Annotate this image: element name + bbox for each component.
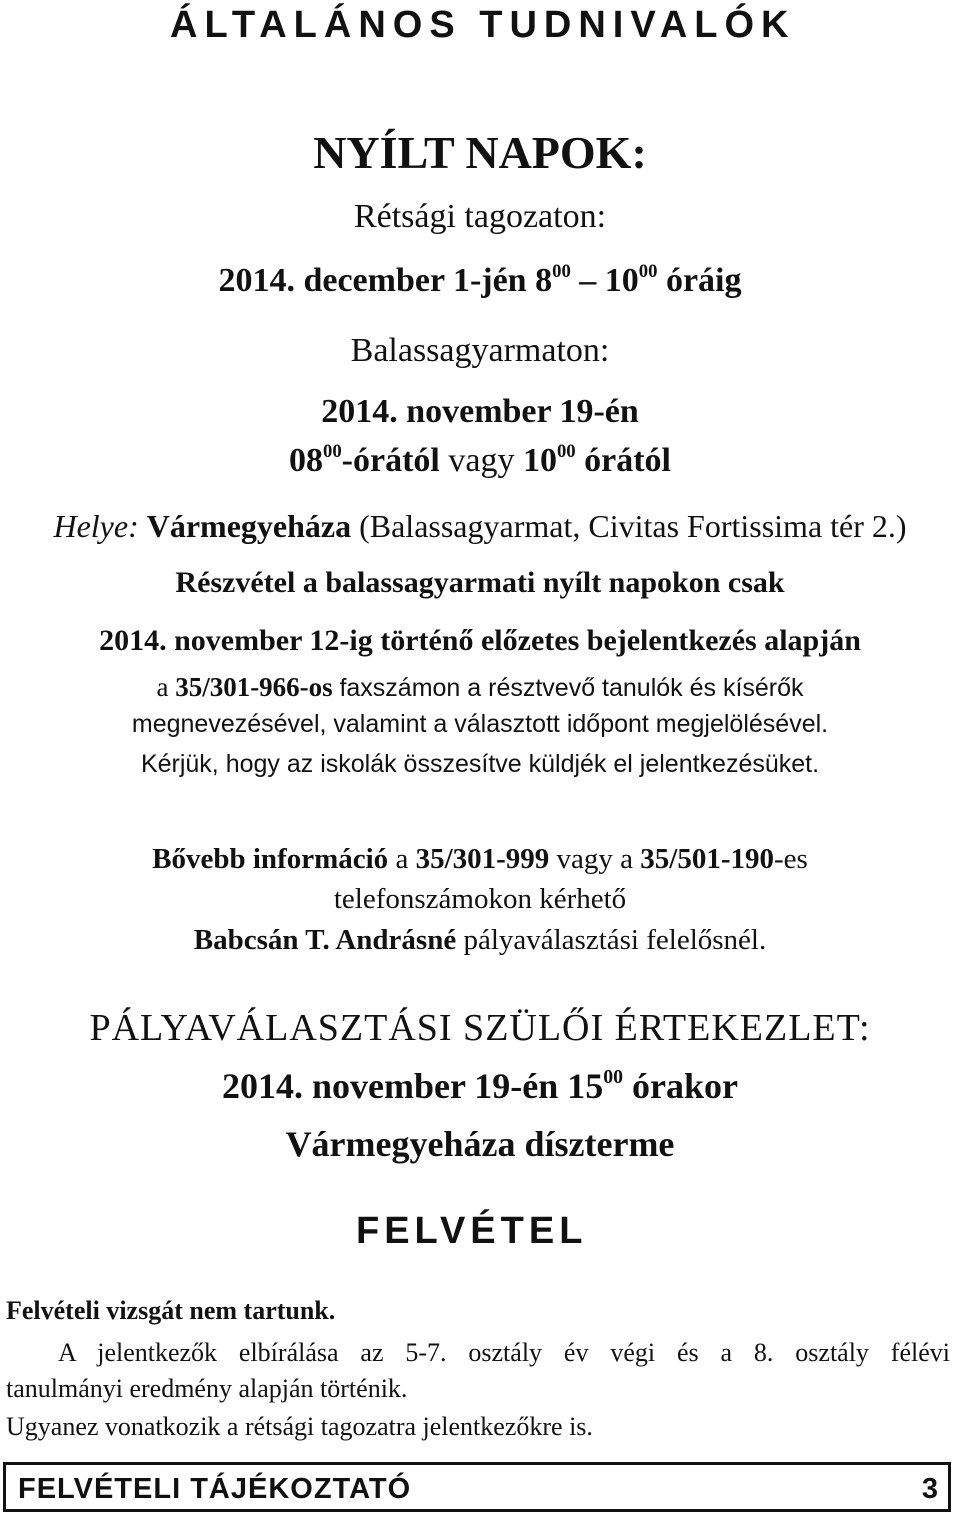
footer-title: FELVÉTELI TÁJÉKOZTATÓ xyxy=(18,1473,412,1505)
ask-line: Kérjük, hogy az iskolák összesítve küldjék el jelentkezésüket. xyxy=(140,750,820,778)
footer-bar xyxy=(3,1462,951,1512)
evaluation-line-1: A jelentkezők elbírálása az 5-7. osztály év végi és a 8. osztály félévi xyxy=(58,1338,950,1367)
retsag-date: 2014. december 1-jén $8^{00} - 10^{00}$ óráig xyxy=(218,260,742,299)
parents-meeting-date: 2014. november 19-én $15^{00}$ órakor xyxy=(221,1066,739,1106)
section-title: ÁLTALÁNOS TUDNIVALÓK xyxy=(170,4,796,46)
registration-deadline: 2014. november 12-ig történő előzetes bejelentkezés alapján xyxy=(99,624,861,657)
parents-meeting-title: PÁLYAVÁLASZTÁSI SZÜLŐI ÉRTEKEZLET: xyxy=(89,1007,871,1049)
place-line: Helye: Vármegyeháza (Balassagyarmat, Civitas Fortissima tér 2.) xyxy=(53,508,907,544)
retsag-note: Ugyanez vonatkozik a rétsági tagozatra jelentkezőkre is. xyxy=(6,1412,593,1441)
info-line: Bővebb információ a 35/301-999 vagy a 35/501-190-es xyxy=(152,843,808,875)
balassagyarmat-times: $08^{00}$-órától vagy $10^{00}$ órától xyxy=(288,440,671,479)
balassagyarmat-label: Balassagyarmaton: xyxy=(350,332,610,369)
info-line-2: telefonszámokon kérhető xyxy=(333,883,627,915)
retsag-label: Rétsági tagozaton: xyxy=(353,198,607,235)
contact-person-line: Babcsán T. Andrásné pályaválasztási felelősnél. xyxy=(193,924,767,956)
open-days-title: NYÍLT NAPOK: xyxy=(313,127,647,178)
page-number: 3 xyxy=(921,1473,938,1505)
participation-note: Részvétel a balassagyarmati nyílt napokon csak xyxy=(175,566,785,599)
parents-meeting-place: Vármegyeháza díszterme xyxy=(285,1124,675,1164)
evaluation-line-2: tanulmányi eredmény alapján történik. xyxy=(6,1374,408,1403)
balassagyarmat-date: 2014. november 19-én xyxy=(321,393,639,430)
no-exam-note: Felvételi vizsgát nem tartunk. xyxy=(6,1296,336,1325)
names-line: megnevezésével, valamint a választott időpont megjelölésével. xyxy=(131,710,829,738)
admission-title: FELVÉTEL xyxy=(356,1210,588,1252)
fax-line: a 35/301-966-os faxszámon a résztvevő tanulók és kísérők xyxy=(156,672,804,702)
